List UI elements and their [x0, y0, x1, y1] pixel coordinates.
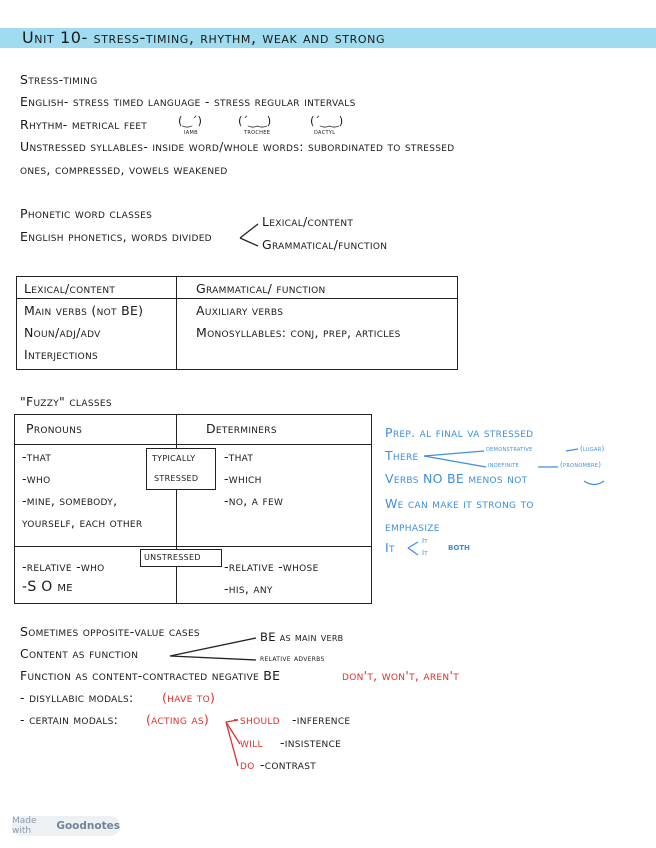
table-header-grammatical: Grammatical/ function [196, 281, 326, 296]
stressed-label: stressed [154, 470, 199, 484]
sometimes-line: Sometimes opposite-value cases [20, 624, 200, 639]
phonetic-branch-lexical: Lexical/content [262, 214, 354, 229]
modal-word: do [240, 757, 255, 772]
function-as-content: Function as content-contracted negative BE [20, 668, 281, 683]
goodnotes-logo: Goodnotes [56, 820, 120, 832]
pronoun-unstressed-item: -S O me [22, 579, 73, 595]
phonetic-branch-grammatical: Grammatical/function [262, 237, 388, 252]
determiner-unstressed-item: -his, any [224, 581, 273, 596]
typically-label: typically [152, 450, 196, 464]
note-there: There [385, 448, 419, 463]
english-line: English- stress timed language - stress regular intervals [20, 94, 356, 109]
pronoun-item: -mine, somebody, [22, 493, 118, 508]
goodnotes-badge[interactable] [12, 816, 120, 836]
note-prep-final: Prep. al final va stressed [385, 425, 534, 440]
phonetic-divided: English phonetics, words divided [20, 229, 212, 244]
foot-name-iamb: iamb [184, 128, 198, 136]
table-cell: Monosyllables: conj, prep, articles [196, 325, 401, 340]
phonetic-heading: Phonetic word classes [20, 206, 153, 221]
be-main-verb: BE as main verb [260, 630, 344, 644]
modal-word: will [240, 735, 263, 750]
determiner-unstressed-item: -relative -whose [224, 559, 319, 574]
foot-name-dactyl: dactyl [314, 128, 336, 136]
table-cell: Interjections [24, 347, 99, 362]
made-with-label: Made with [12, 816, 37, 836]
note-it: It [385, 540, 395, 555]
unstressed-line-2: ones, compressed, vowels weakened [20, 162, 228, 177]
table-cell: Auxiliary verbs [196, 303, 284, 318]
foot-mark-iamb: (‿ˊ) [178, 114, 202, 128]
rhythm-line: Rhythm- metrical feet [20, 117, 148, 132]
note-verbs-no-be: Verbs NO BE menos not [385, 471, 528, 486]
pronoun-unstressed-item: -relative -who [22, 559, 105, 574]
certain-modals: - certain modals: [20, 712, 119, 727]
relative-adverbs: relative adverbs [260, 654, 325, 664]
negative-contractions: don't, won't, aren't [342, 668, 459, 683]
table-header-lexical: Lexical/content [24, 281, 116, 296]
disyllabic-modals: - disyllabic modals: [20, 690, 134, 705]
table-cell: Noun/adj/adv [24, 325, 101, 340]
modal-word: should [240, 712, 280, 727]
modal-meaning: -insistence [280, 735, 342, 750]
modal-meaning: -contrast [260, 757, 317, 772]
note-demonstrative: demonstrative [486, 445, 533, 453]
unstressed-label: unstressed [144, 549, 201, 563]
foot-name-trochee: trochee [244, 128, 271, 136]
fuzzy-header-pronouns: Pronouns [26, 421, 83, 436]
determiner-item: -no, a few [224, 493, 284, 508]
have-to: (have to) [162, 690, 216, 705]
pronoun-item: yourself, each other [22, 515, 143, 530]
note-it-sup: It [422, 537, 428, 545]
fuzzy-heading: "Fuzzy" classes [20, 394, 112, 409]
fuzzy-header-determiners: Determiners [206, 421, 277, 436]
note-we-can-2: emphasize [385, 519, 440, 534]
pronoun-item: -that [22, 449, 52, 464]
stress-timing-heading: Stress-timing [20, 72, 98, 87]
note-indefinite: indefinite [488, 461, 520, 469]
foot-mark-dactyl: (ˊ‿‿) [310, 114, 344, 128]
note-it-sub: It [422, 549, 428, 557]
determiner-item: -that [224, 449, 254, 464]
modal-meaning: -inference [292, 712, 351, 727]
content-as-function: Content as function [20, 646, 139, 661]
note-both: BOTH [448, 544, 470, 552]
unstressed-line-1: Unstressed syllables- inside word/whole words: subordinated to stressed [20, 139, 455, 154]
foot-mark-trochee: (ˊ‿‿) [238, 114, 272, 128]
pronoun-item: -who [22, 471, 51, 486]
page-title: Unit 10- stress-timing, rhythm, weak and strong [22, 28, 386, 47]
determiner-item: -which [224, 471, 262, 486]
table-cell: Main verbs (not BE) [24, 303, 144, 318]
note-pronombre: (pronombre) [560, 461, 602, 469]
acting-as: (acting as) [146, 712, 210, 727]
note-we-can-1: We can make it strong to [385, 496, 534, 511]
note-lugar: (lugar) [580, 445, 605, 453]
